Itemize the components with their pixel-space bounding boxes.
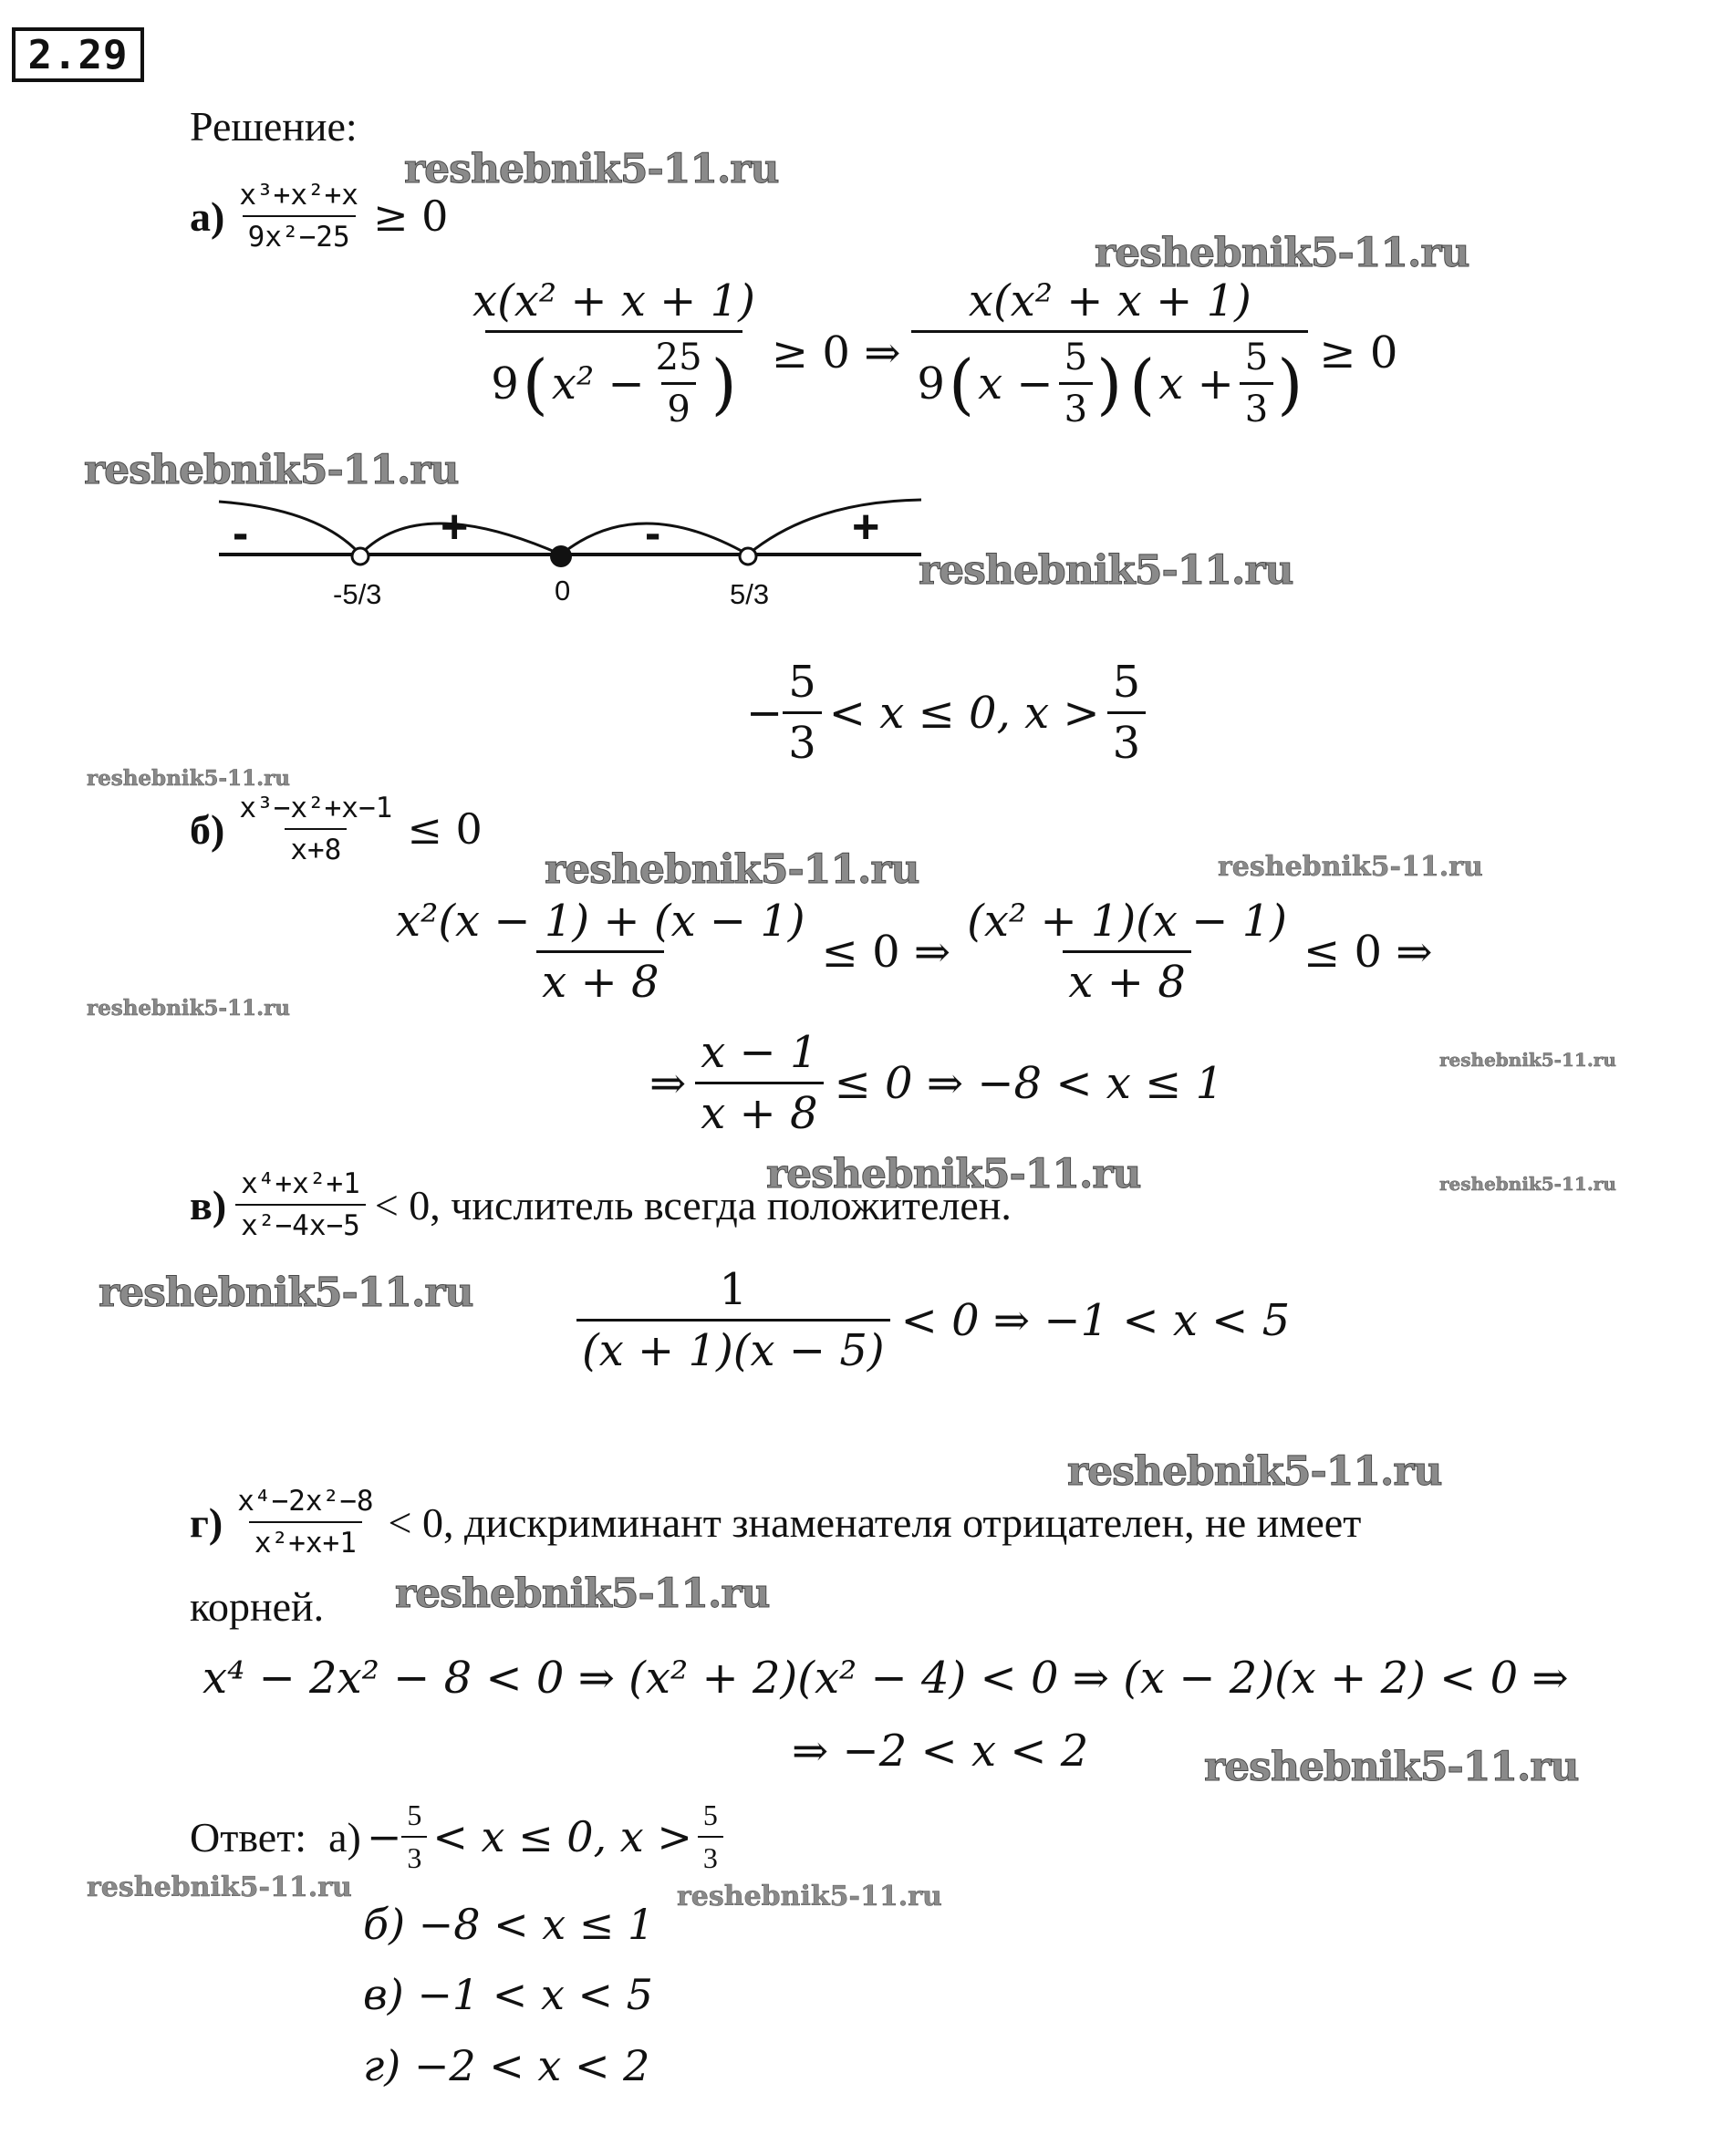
right-paren: ) — [1277, 345, 1303, 422]
frac-numerator: 25 — [655, 337, 702, 378]
left-paren: ( — [948, 345, 975, 422]
frac-numerator: 5 — [1064, 337, 1088, 378]
part-a-step2-numerator: x(x² + x + 1) — [968, 275, 1251, 327]
left-paren: ( — [522, 345, 548, 422]
left-paren: ( — [1129, 345, 1156, 422]
part-b-step3-relation: ≤ 0 ⇒ −8 < x ≤ 1 — [834, 1057, 1224, 1109]
part-a-step2-den-f2: x + — [1158, 358, 1234, 409]
watermark: reshebnik5-11.ru — [1439, 1049, 1616, 1071]
part-g-step1: x⁴ − 2x² − 8 < 0 ⇒ (x² + 2)(x² − 4) < 0 ⇒ (x − 2)(x + 2) < 0 ⇒ — [202, 1653, 1569, 1704]
watermark: reshebnik5-11.ru — [404, 146, 779, 192]
solution-label: Решение: — [190, 103, 358, 150]
watermark: reshebnik5-11.ru — [677, 1881, 942, 1912]
watermark: reshebnik5-11.ru — [87, 1871, 352, 1903]
part-a-step1-denominator — [485, 330, 742, 430]
part-a-step2-den-f1: x − — [978, 358, 1054, 409]
part-b-given-relation: ≤ 0 — [407, 804, 483, 854]
part-b-given-denominator: x+8 — [285, 828, 347, 866]
frac-denominator: 3 — [401, 1836, 427, 1875]
answer-frac — [698, 1798, 723, 1875]
part-g-given-fraction — [232, 1485, 379, 1560]
part-v-given-fraction — [235, 1167, 366, 1242]
watermark: reshebnik5-11.ru — [1439, 1173, 1616, 1195]
part-b-given — [190, 792, 483, 866]
frac-denominator: 3 — [783, 711, 822, 769]
part-a-step1-fraction — [467, 275, 761, 430]
frac-denominator: 3 — [1107, 711, 1147, 769]
part-b-step2-fraction — [961, 896, 1293, 1008]
part-a-step2-den-frac2 — [1240, 337, 1273, 430]
part-v-step-fraction — [576, 1264, 890, 1376]
part-b-step2-denominator: x + 8 — [1063, 950, 1190, 1008]
frac-denominator: 3 — [1240, 382, 1273, 430]
watermark: reshebnik5-11.ru — [1204, 1744, 1579, 1790]
part-a-given-relation: ≥ 0 — [372, 192, 449, 241]
frac-numerator: 5 — [788, 657, 816, 708]
sign-plus: + — [852, 501, 880, 554]
part-a-step1-den-inner: x² − — [551, 358, 645, 409]
watermark: reshebnik5-11.ru — [545, 846, 919, 893]
part-a-step2-fraction — [911, 275, 1308, 430]
part-g-step2: ⇒ −2 < x < 2 — [792, 1726, 1089, 1777]
right-paren: ) — [711, 345, 737, 422]
right-paren: ) — [1096, 345, 1123, 422]
filled-point — [550, 545, 572, 567]
watermark: reshebnik5-11.ru — [766, 1151, 1141, 1197]
part-g-label: г) — [190, 1498, 223, 1546]
watermark: reshebnik5-11.ru — [919, 547, 1293, 594]
part-b-step2-numerator: (x² + 1)(x − 1) — [967, 896, 1287, 947]
watermark: reshebnik5-11.ru — [87, 766, 290, 791]
minus-sign: − — [366, 1812, 402, 1861]
watermark: reshebnik5-11.ru — [99, 1270, 473, 1316]
part-a-step2-den-frac1 — [1059, 337, 1093, 430]
part-a-given-numerator: x³+x²+x — [239, 179, 358, 212]
part-b-step1-relation: ≤ 0 ⇒ — [821, 926, 951, 978]
answer-label: Ответ: — [190, 1813, 307, 1861]
part-a-step1-relation: ≥ 0 ⇒ — [771, 327, 901, 378]
part-b-step3 — [649, 1027, 1223, 1139]
part-a-step2-relation: ≥ 0 — [1319, 327, 1398, 378]
sign-plus: + — [441, 501, 469, 554]
point-label: -5/3 — [333, 578, 382, 610]
part-v-step-numerator: 1 — [719, 1264, 748, 1315]
result-frac — [783, 657, 822, 769]
frac-numerator: 5 — [1244, 337, 1269, 378]
part-a-step2-denominator — [911, 330, 1308, 430]
part-a-given-denominator: 9x²−25 — [243, 215, 356, 254]
sign-arc — [748, 500, 921, 555]
answer-a-label: а) — [328, 1813, 361, 1861]
frac-denominator: 3 — [1059, 382, 1093, 430]
part-b-label: б) — [190, 805, 225, 853]
sign-minus: - — [645, 507, 661, 560]
result-frac — [1107, 657, 1147, 769]
open-point — [740, 548, 756, 565]
part-a-step2-den-coef: 9 — [917, 358, 945, 409]
part-g-given-relation-cont: корней. — [190, 1583, 325, 1630]
part-a-given-fraction — [234, 179, 364, 254]
minus-sign: − — [746, 687, 784, 739]
part-b-step1-numerator: x²(x − 1) + (x − 1) — [396, 896, 805, 947]
answer-v: в) −1 < x < 5 — [363, 1970, 653, 2019]
part-b-given-numerator: x³−x²+x−1 — [239, 792, 393, 824]
part-v-label: в) — [190, 1181, 227, 1228]
part-a-step — [467, 275, 1397, 430]
point-label: 0 — [555, 575, 571, 606]
answer-row-a — [190, 1798, 723, 1875]
part-v-step-denominator: (x + 1)(x − 5) — [576, 1319, 890, 1376]
part-v-step-relation: < 0 ⇒ −1 < x < 5 — [900, 1294, 1291, 1346]
frac-numerator: 5 — [702, 1798, 718, 1831]
point-label: 5/3 — [730, 578, 770, 610]
part-v-given-numerator: x⁴+x²+1 — [241, 1167, 360, 1200]
frac-denominator: 3 — [698, 1836, 723, 1875]
part-b-given-fraction — [234, 792, 398, 866]
part-v-given-denominator: x²−4x−5 — [235, 1204, 366, 1242]
watermark: reshebnik5-11.ru — [84, 447, 459, 493]
watermark: reshebnik5-11.ru — [1095, 230, 1469, 276]
part-a-step1-numerator: x(x² + x + 1) — [472, 275, 755, 327]
implies-sign: ⇒ — [649, 1057, 687, 1109]
part-b-step3-denominator: x + 8 — [695, 1082, 823, 1139]
part-v-step — [576, 1264, 1290, 1376]
part-b-step1-fraction — [390, 896, 811, 1008]
part-b-step1 — [390, 896, 1432, 1008]
part-b-step3-numerator: x − 1 — [701, 1027, 818, 1078]
open-point — [352, 548, 369, 565]
frac-numerator: 5 — [407, 1798, 422, 1831]
part-b-step3-fraction — [695, 1027, 823, 1139]
answer-b: б) −8 < x ≤ 1 — [363, 1900, 655, 1949]
watermark: reshebnik5-11.ru — [1067, 1448, 1442, 1495]
watermark: reshebnik5-11.ru — [1218, 851, 1483, 883]
part-v-given-relation: < 0, числитель всегда положителен. — [374, 1181, 1012, 1228]
part-g-given-relation: < 0, дискриминант знаменателя отрицателен, не имеет — [388, 1498, 1362, 1546]
answer-a-middle: < x ≤ 0, x > — [432, 1812, 692, 1861]
part-a-result — [746, 657, 1146, 769]
frac-denominator: 9 — [661, 382, 695, 430]
watermark: reshebnik5-11.ru — [87, 996, 290, 1021]
part-g-given-numerator: x⁴−2x²−8 — [237, 1485, 374, 1518]
part-b-step2-relation: ≤ 0 ⇒ — [1303, 926, 1433, 978]
answer-g: г) −2 < x < 2 — [363, 2041, 650, 2090]
part-g-given — [190, 1485, 1361, 1560]
part-a-label: а) — [190, 192, 225, 240]
sign-minus: - — [233, 507, 249, 560]
part-a-step1-den-coef: 9 — [491, 358, 519, 409]
part-a-step1-den-frac — [650, 337, 708, 430]
problem-number: 2.29 — [12, 27, 144, 82]
frac-numerator: 5 — [1112, 657, 1141, 708]
sign-chart — [210, 483, 940, 620]
part-b-step1-denominator: x + 8 — [536, 950, 664, 1008]
result-middle: < x ≤ 0, x > — [828, 687, 1100, 739]
part-g-given-denominator: x²+x+1 — [249, 1521, 362, 1560]
watermark: reshebnik5-11.ru — [395, 1570, 770, 1617]
answer-frac — [401, 1798, 427, 1875]
